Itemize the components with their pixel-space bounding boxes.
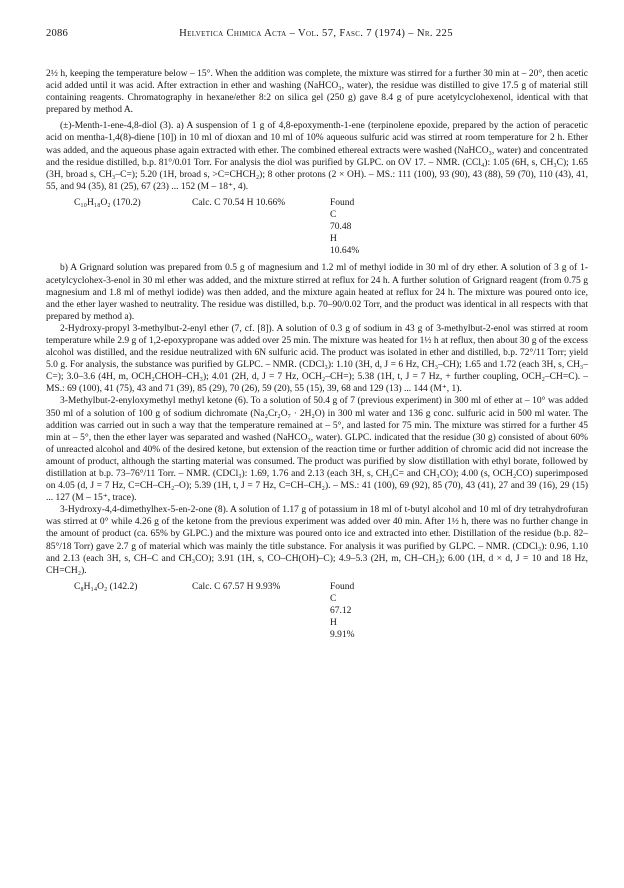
article-body xyxy=(46,68,588,646)
journal-running-title: Helvetica Chimica Acta – Vol. 57, Fasc. 7 (1974) – Nr. 225 xyxy=(179,28,453,39)
analysis-calc: Calc. C 67.57 H 9.93% xyxy=(192,581,281,592)
elemental-analysis-menthenediol: C₁₀H₁₈O₂ (170.2) Calc. C 70.54 H 10.66% Found C 70.48 H 10.64% xyxy=(74,197,360,257)
paragraph-methyl-ketone: 3-Methylbut-2-enyloxymethyl methyl ketone (6). To a solution of 50.4 g of 7 (previous experiment) in 300 ml of ether at – 10° was added 350 ml of a solution of 100 g of sodium dichromate (Na₂Cr₂O₇ · 2H₂O) in 300 ml water and 136 g conc. sulfuric acid in 500 ml water. The addition was carried out in such a way that the temperature remained at – 5°, and lasted for 75 min. The mixture was stirred for a further 45 min at – 5°, then the ether layer was separated and washed (NaHCO₃, water). GLPC. indicated that the residue (30 g) consisted of about 60% of unreacted alcohol and 40% of the desired ketone, but extension of the reaction time or further addition of chromic acid did not increase the amount of product, although the starting material was consumed. The product was purified by slow distillation with ethyl borate, followed by distillation at b.p. 73–76°/11 Torr. – NMR. (CDCl₃): 1.69, 1.76 and 2.13 (each 3H, s, CH₃C= and CH₃CO); 4.00 (s, OCH₂CO) superimposed on 4.05 (d, J = 7 Hz, C=CH–CH₂–O); 5.39 (1H, t, J = 7 Hz, C=CH–CH₂). – MS.: 41 (100), 69 (92), 85 (70), 43 (41), 27 and 39 (16), 29 (15) ... 127 (M – 15⁺, trace). xyxy=(46,396,588,504)
analysis-formula: C₁₀H₁₈O₂ (170.2) xyxy=(74,197,141,208)
analysis-formula: C₈H₁₄O₂ (142.2) xyxy=(74,581,138,592)
paragraph-hydroxypropyl-ether: 2-Hydroxy-propyl 3-methylbut-2-enyl ether (7, cf. [8]). A solution of 0.3 g of sodium in 43 g of 3-methylbut-2-enol was stirred at room temperature while 2.9 g of 1,2-epoxypropane was added over 25 min. The mixture was heated for 1½ h at reflux, then about 30 g of the excess alcohol was distilled, and the residue neutralized with 6N sulfuric acid. The product was isolated in ether and distilled, b.p. 72°/11 Torr; yield 5.0 g. For analysis, the substance was purified by GLPC. – NMR. (CDCl₃): 1.10 (3H, d, J = 6 Hz, CH₃–CH); 1.65 and 1.72 (each 3H, s, CH₃–C=); 3.0–3.6 (4H, m, OCH₂CHOH–CH₃); 4.01 (2H, d, J = 7 Hz, OCH₂–CH=); 5.38 (1H, t, J = 7 Hz, + further coupling, OCH₂–CH=C). – MS.: 69 (100), 41 (75), 43 and 71 (39), 85 (29), 70 (26), 59 (20), 55 (15), 39, 68 and 129 (13) ... 144 (M⁺, 1). xyxy=(46,323,588,395)
paragraph-menthenediol-b: b) A Grignard solution was prepared from 0.5 g of magnesium and 1.2 ml of methyl iodide in 30 ml of dry ether. A solution of 3 g of 1-acetylcyclohex-3-enol in 30 ml ether was added, and the mixture stirred at reflux for 24 h. A further solution of Grignard reagent (from 0.75 g magnesium and 1.8 ml of methyl iodide) was then added, and the mixture again heated at reflux for 24 h. The mixture was poured onto ice, and the ether layer washed to neutrality. The residue was distilled, b.p. 70–90/0.02 Torr, and the product was identical in all respects with that prepared by method a). xyxy=(46,263,588,322)
paragraph-continuation: 2½ h, keeping the temperature below – 15°. When the addition was complete, the mixture was stirred for a further 30 min at – 20°, then acetic acid added until it was acid. After extraction in ether and washing (NaHCO₃, water), the residue was distilled to give 17.5 g of material still containing reagents. Chromatography in hexane/ether 8:2 on silica gel (250 g) gave 8.4 g of pure acetylcyclohexenol, identical with that prepared by method A. xyxy=(46,69,588,116)
analysis-calc: Calc. C 70.54 H 10.66% xyxy=(192,197,286,208)
paragraph-menthenediol-a: (±)-Menth-1-ene-4,8-diol (3). a) A suspension of 1 g of 4,8-epoxymenth-1-ene (terpinolene epoxide, prepared by the action of peracetic acid on mentha-1,4(8)-diene [10]) in 10 ml of dioxan and 10 ml of 10% aqueous sulfuric acid was stirred at room temperature for 2 h. Ether was added, and the aqueous phase again extracted with ether. The combined ethereal extracts were washed (NaHCO₃, water) and concentrated and the residue distilled, b.p. 81°/0.01 Torr. For analysis the diol was purified by GLPC. on OV 17. – NMR. (CCl₄): 1.05 (6H, s, CH₃C); 1.65 (3H, broad s, CH₃–C=); 5.20 (1H, broad s, >C=CHCH₂); 8 other protons (2 × OH). – MS.: 111 (100), 93 (90), 43 (88), 59 (70), 110 (43), 41, 55, and 94 (35), 81 (25), 67 (23) ... 152 (M – 18⁺, 4). xyxy=(46,121,588,192)
elemental-analysis-hexenone: C₈H₁₄O₂ (142.2) Calc. C 67.57 H 9.93% Found C 67.12 H 9.91% xyxy=(74,581,355,641)
running-header xyxy=(46,28,588,44)
page-number: 2086 xyxy=(46,28,68,39)
paragraph-hydroxy-dimethylhexenone: 3-Hydroxy-4,4-dimethylhex-5-en-2-one (8). A solution of 1.17 g of potassium in 18 ml of t-butyl alcohol and 10 ml of dry tetrahydrofuran was stirred at 0° while 4.26 g of the ketone from the previous experiment was added over 40 min. After 1½ h, there was no further change in the amount of product (ca. 65% by GLPC.) and the mixture was poured onto ice and extracted into ether. Distillation of the residue (b.p. 82–85°/18 Torr) gave 2.7 g of material which was mainly the title substance. For analysis it was purified by GLPC. – NMR. (CDCl₃): 0.96, 1.10 and 2.13 (each 3H, s, CH–C and CH₃CO); 3.91 (1H, s, CO–CH(OH)–C); 4.9–5.3 (2H, m, CH–CH₂); 6.00 (1H, d × d, J = 10 and 18 Hz, CH=CH₂). xyxy=(46,505,588,576)
document-page xyxy=(46,28,588,641)
